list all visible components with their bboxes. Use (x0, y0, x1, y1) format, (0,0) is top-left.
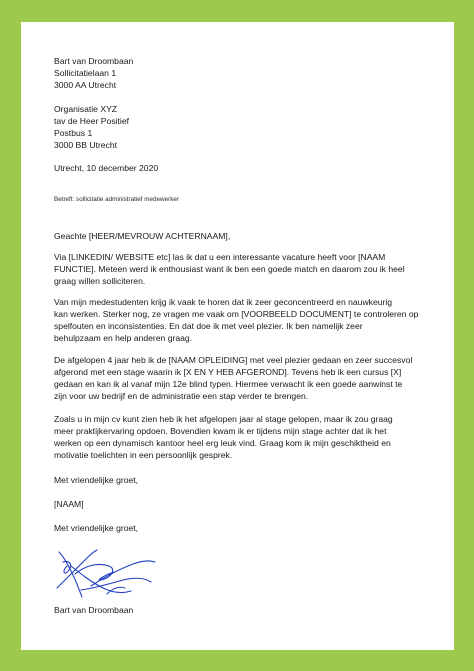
paragraph-line: FUNCTIE]. Meteen werd ik enthousiast want ik ben een goede match en daarom zou ik heel (54, 264, 405, 274)
paragraph-line: werken op een dynamisch kantoor heel erg leuk vind. Graag kom ik mijn geschiktheid en (54, 438, 391, 448)
paragraph-line: behulpzaam en help anderen graag. (54, 333, 193, 343)
signature-icon (51, 544, 161, 600)
recipient-city: 3000 BB Utrecht (54, 140, 118, 150)
paragraph-1 (54, 251, 439, 287)
recipient-box: Postbus 1 (54, 128, 93, 138)
name-placeholder-text: [NAAM] (54, 499, 84, 509)
name-placeholder (54, 498, 439, 510)
closing-text: Met vriendelijke groet, (54, 475, 139, 485)
subject-text: Betreft: sollicitatie administratief medewerker (54, 196, 179, 203)
paragraph-2 (54, 296, 439, 344)
handwritten-signature (51, 544, 161, 605)
date-text: Utrecht, 10 december 2020 (54, 163, 159, 173)
paragraph-3 (54, 354, 439, 402)
paragraph-4 (54, 413, 439, 461)
sender-block (54, 55, 439, 91)
sender-city: 3000 AA Utrecht (54, 80, 117, 90)
paragraph-line: graag willen solliciteren. (54, 276, 146, 286)
paragraph-line: Via [LINKEDIN/ WEBSITE etc] las ik dat u een interessante vacature heeft voor [NAAM (54, 252, 386, 262)
paragraph-line: spelfouten en inconsistenties. En dat doe ik met veel plezier. Ik ben namelijk zeer (54, 321, 363, 331)
paragraph-line: afgerond met een stage waarin ik [X EN Y HEB AFGEROND]. Tevens heb ik een cursus [X] (54, 367, 402, 377)
paragraph-line: kan werken. Sterker nog, ze vragen me vaak om [VOORBEELD DOCUMENT] te controleren op (54, 309, 419, 319)
paragraph-line: De afgelopen 4 jaar heb ik de [NAAM OPLEIDING] met veel plezier gedaan en zeer succesvol (54, 355, 413, 365)
signature-name-text: Bart van Droombaan (54, 605, 134, 615)
subject-line (54, 194, 439, 206)
sender-street: Sollicitatielaan 1 (54, 68, 117, 78)
paragraph-line: zijn voor uw bedrijf en de administratie een stap verder te brengen. (54, 391, 309, 401)
sender-name: Bart van Droombaan (54, 56, 134, 66)
date-line (54, 162, 439, 174)
paragraph-line: meer praktijkervaring opdoen. Bovendien kwam ik er tijdens mijn stage achter dat ik het (54, 426, 387, 436)
recipient-attn: tav de Heer Positief (54, 116, 129, 126)
closing-2 (54, 522, 439, 534)
recipient-org: Organisatie XYZ (54, 104, 118, 114)
salutation-text: Geachte [HEER/MEVROUW ACHTERNAAM], (54, 231, 231, 241)
signature-name (54, 604, 439, 616)
recipient-block (54, 103, 439, 151)
salutation (54, 230, 439, 242)
closing-text: Met vriendelijke groet, (54, 523, 139, 533)
paragraph-line: Zoals u in mijn cv kunt zien heb ik het afgelopen jaar al stage gelopen, maar ik zou graag (54, 414, 393, 424)
paragraph-line: gedaan en kan ik al vanaf mijn 12e blind typen. Hiermee verwacht ik een goede aanwinst te (54, 379, 403, 389)
closing-1 (54, 474, 439, 486)
paragraph-line: Van mijn medestudenten krijg ik vaak te horen dat ik zeer geconcentreerd en nauwkeurig (54, 297, 393, 307)
paragraph-line: motivatie toelichten in een persoonlijk gesprek. (54, 450, 233, 460)
letter-page (21, 22, 454, 650)
